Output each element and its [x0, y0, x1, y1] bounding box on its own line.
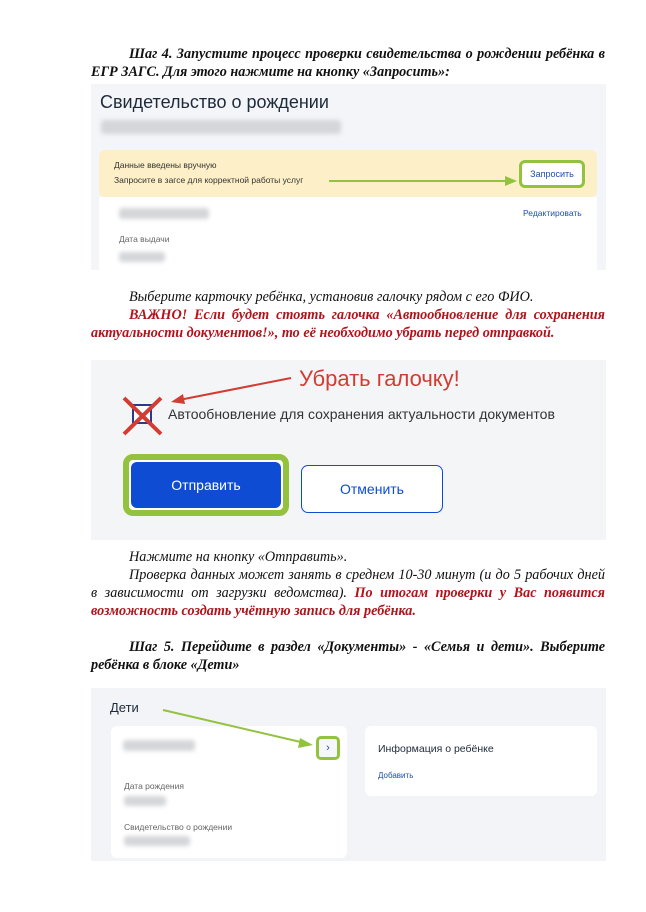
- cancel-button[interactable]: Отменить: [301, 465, 443, 513]
- warning-text: ВАЖНО! Если будет стоять галочка «Автообновление для сохранения актуальности документов!», то её необходимо убрать перед отправкой.: [91, 307, 605, 341]
- children-block-screenshot: [91, 688, 606, 861]
- notice-line-1: Данные введены вручную: [114, 160, 217, 170]
- issue-date-label: Дата выдачи: [119, 234, 170, 244]
- child-info-title: Информация о ребёнке: [378, 743, 494, 755]
- check-result-text: По итогам проверки у Вас появится возможность создать учётную запись для ребёнка.: [91, 585, 605, 619]
- certificate-title: Свидетельство о рождении: [100, 92, 329, 112]
- step4-heading: Шаг 4. Запустите процесс проверки свидетельства о рождении ребёнка в ЕГР ЗАГС. Для этого нажмите на кнопку «Запросить»:: [91, 46, 605, 80]
- children-title: Дети: [110, 700, 139, 715]
- notice-line-2: Запросите в загсе для корректной работы услуг: [114, 175, 304, 185]
- chevron-right-icon: ›: [326, 742, 330, 754]
- birth-date-label: Дата рождения: [124, 781, 184, 791]
- birth-certificate-screenshot: [91, 84, 606, 270]
- check-time-text: Проверка данных может занять в среднем 10-30 минут (и до 5 рабочих дней в зависимости от загрузки ведомства).: [91, 567, 605, 601]
- blurred-number: [119, 208, 209, 219]
- child-info-card: [365, 726, 597, 796]
- certificate-label: Свидетельство о рождении: [124, 822, 233, 832]
- select-child-instruction: Выберите карточку ребёнка, установив галочку рядом с его ФИО.: [129, 289, 534, 305]
- blurred-certificate: [124, 836, 190, 846]
- autoupdate-checkbox[interactable]: [132, 404, 152, 424]
- press-send-instruction: Нажмите на кнопку «Отправить».: [129, 549, 348, 565]
- open-child-button[interactable]: [316, 736, 340, 760]
- remove-checkbox-annotation: Убрать галочку!: [299, 366, 460, 391]
- blurred-name: [101, 120, 341, 134]
- edit-link[interactable]: Редактировать: [523, 208, 582, 218]
- send-button[interactable]: Отправить: [131, 462, 281, 508]
- request-button[interactable]: Запросить: [519, 160, 585, 188]
- blurred-child-name: [123, 740, 195, 751]
- blurred-birth-date: [124, 796, 166, 806]
- step5-heading: Шаг 5. Перейдите в раздел «Документы» - «Семья и дети». Выберите ребёнка в блоке «Дети»: [91, 639, 605, 673]
- consent-screenshot: [91, 360, 606, 540]
- check-time-paragraph: [91, 566, 605, 620]
- autoupdate-label: Автообновление для сохранения актуальности документов: [168, 406, 555, 422]
- add-link[interactable]: Добавить: [378, 771, 414, 780]
- blurred-date: [119, 252, 165, 262]
